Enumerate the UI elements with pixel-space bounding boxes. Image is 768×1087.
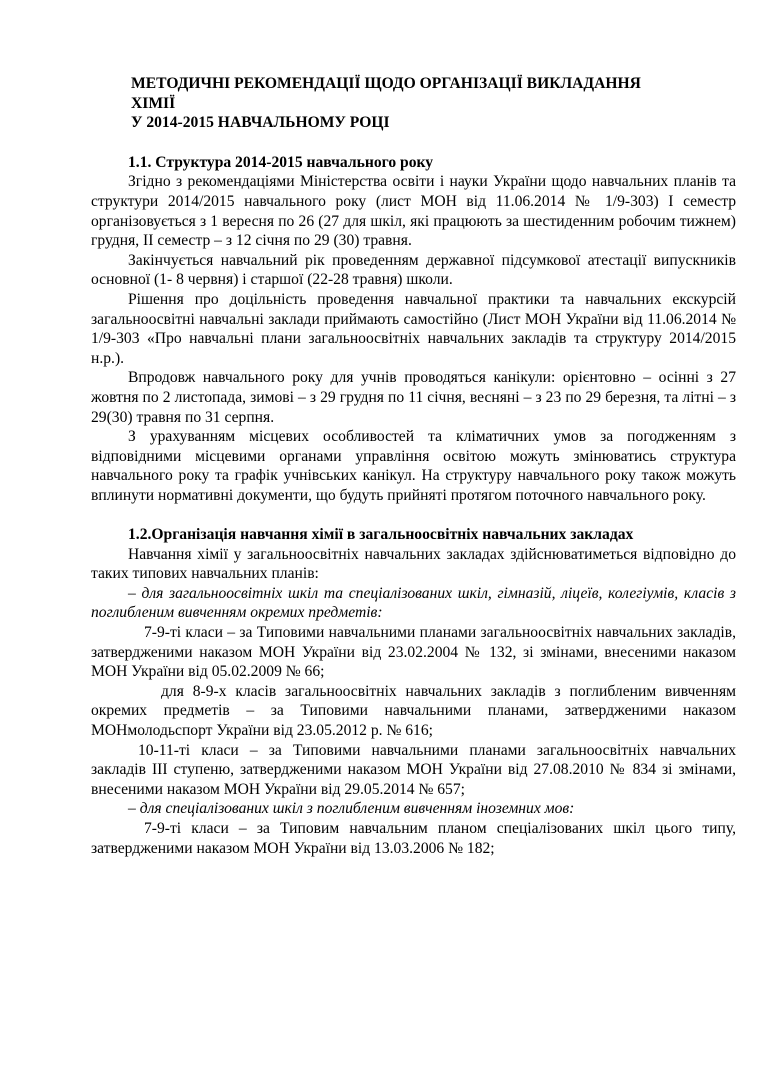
doc-title-line-1: МЕТОДИЧНІ РЕКОМЕНДАЦІЇ ЩОДО ОРГАНІЗАЦІЇ ВИКЛАДАННЯ	[131, 75, 641, 92]
section-2-paragraph-4: 10-11-ті класи – за Типовими навчальними планами загальноосвітніх навчальних закладів ІІІ ступеню, затвердженими наказом МОН України від 27.08.2010 № 834 зі змінами, внесеними наказом МОН України від 29.05.2014 № 657;	[91, 741, 736, 798]
section-2-paragraph-3: для 8-9-х класів загальноосвітніх навчальних закладів з поглибленим вивченням окремих предметів – за Типовими навчальними планами, затвердженими наказом МОНмолодьспорт України від 23.05.2012 р. № 616;	[91, 682, 736, 739]
section-2-paragraph-1: Навчання хімії у загальноосвітніх навчальних закладах здійснюватиметься відповідно до таких типових навчальних планів:	[91, 545, 736, 583]
section-2-heading: 1.2.Організація навчання хімії в загальноосвітніх навчальних закладах	[128, 526, 634, 544]
section-2-paragraph-5: 7-9-ті класи – за Типовим навчальним планом спеціалізованих шкіл цього типу, затвердженими наказом МОН України від 13.03.2006 № 182;	[91, 819, 736, 857]
section-1-paragraph-1: Згідно з рекомендаціями Міністерства освіти і науки України щодо навчальних планів та структури 2014/2015 навчального року (лист МОН від 11.06.2014 № 1/9-303) І семестр організовується з 1 вересня по 26 (27 для шкіл, які працюють за шестиденним робочим тижнем) грудня, ІІ семестр – з 12 січня по 29 (30) травня.	[91, 173, 736, 250]
section-2-italic-list-1: – для загальноосвітніх шкіл та спеціалізованих шкіл, гімназій, ліцеїв, колегіумів, класів з поглибленим вивченням окремих предметів:	[91, 584, 736, 622]
section-1-paragraph-4: Впродовж навчального року для учнів проводяться канікули: орієнтовно – осінні з 27 жовтня по 2 листопада, зимові – з 29 грудня по 11 січня, весняні – з 23 по 29 березня, та літні – з 29(30) травня по 31 серпня.	[91, 369, 736, 426]
section-1-paragraph-2: Закінчується навчальний рік проведенням державної підсумкової атестації випускників основної (1- 8 червня) і старшої (22-28 травня) школи.	[91, 251, 736, 289]
doc-title-line-2: ХІМІЇ	[131, 94, 176, 112]
section-2-paragraph-2: 7-9-ті класи – за Типовими навчальними планами загальноосвітніх навчальних закладів, затвердженими наказом МОН України від 23.02.2004 № 132, зі змінами, внесеними наказом МОН України від 05.02.2009 № 66;	[91, 624, 736, 681]
section-2-italic-list-2: – для спеціалізованих шкіл з поглибленим вивченням іноземних мов:	[128, 800, 575, 818]
doc-title-line-3: У 2014-2015 НАВЧАЛЬНОМУ РОЦІ	[131, 114, 390, 132]
section-1-paragraph-3: Рішення про доцільність проведення навчальної практики та навчальних екскурсій загальноосвітні навчальні заклади приймають самостійно (Лист МОН України від 11.06.2014 № 1/9-303 «Про навчальні плани загальноосвітніх навчальних закладів та структуру 2014/2015 н.р.).	[91, 290, 736, 367]
section-1-paragraph-5: З урахуванням місцевих особливостей та кліматичних умов за погодженням з відповідними місцевими органами управління освітою можуть змінюватись структура навчального року та графік учнівських канікул. На структуру навчального року також можуть вплинути нормативні документи, що будуть прийняті протягом поточного навчального року.	[91, 428, 736, 504]
section-1-heading: 1.1. Структура 2014-2015 навчального року	[128, 153, 434, 171]
